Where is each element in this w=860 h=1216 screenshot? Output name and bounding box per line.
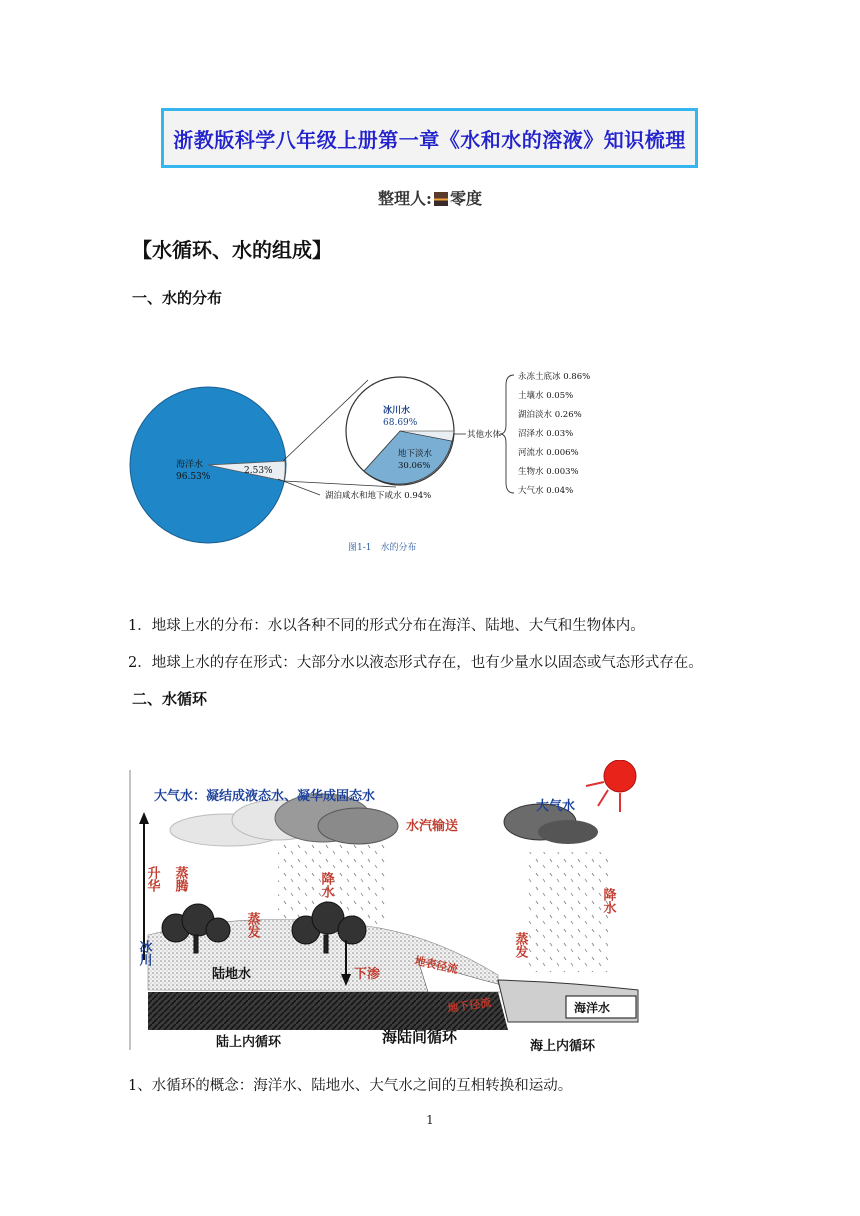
- land-water-label: 陆地水: [212, 967, 252, 982]
- land-cycle-label: 陆上内循环: [216, 1035, 282, 1050]
- other-water-list: [518, 371, 590, 496]
- document-title: 浙教版科学八年级上册第一章《水和水的溶液》知识梳理: [173, 127, 686, 152]
- precipitation-mid: 降水: [318, 872, 334, 898]
- small-slice-value: 2.53%: [244, 466, 273, 476]
- ice-value: 68.69%: [383, 418, 418, 428]
- other-water-item: 大气水 0.04%: [518, 486, 574, 496]
- groundwater-label: 地下淡水: [398, 449, 433, 459]
- part2-point-1: 1、水循环的概念：海洋水、陆地水、大气水之间的互相转换和运动。: [128, 1078, 573, 1094]
- saltwater-callout: 湖泊咸水和地下咸水 0.94%: [325, 491, 432, 501]
- sublimation-label: 升华: [144, 866, 160, 892]
- other-water-item: 河流水 0.006%: [518, 448, 579, 458]
- ice-label: 冰川水: [383, 406, 411, 416]
- page-number: 1: [426, 1113, 434, 1127]
- sea-cycle-label: 海上内循环: [530, 1039, 596, 1054]
- transpiration-label: 蒸腾: [172, 866, 188, 892]
- water-cycle-figure: [128, 760, 648, 1060]
- ocean-label: 海洋水: [176, 460, 204, 470]
- author-label: 整理人:: [378, 189, 432, 208]
- other-water-label: 其他水体: [467, 430, 502, 440]
- surface-runoff-label: 地表径流: [413, 954, 460, 977]
- other-water-item: 土壤水 0.05%: [518, 391, 574, 401]
- other-water-item: 湖泊淡水 0.26%: [518, 410, 582, 420]
- sunset-icon: [434, 192, 448, 206]
- section-heading: 【水循环、水的组成】: [132, 238, 332, 262]
- title-box: [161, 108, 698, 168]
- precipitation-right: 降水: [600, 888, 616, 914]
- part1-point-1: 1．地球上水的分布：水以各种不同的形式分布在海洋、陆地、大气和生物体内。: [128, 618, 645, 634]
- ocean-water-label: 海洋水: [574, 1001, 611, 1015]
- other-water-item: 沼泽水 0.03%: [518, 429, 574, 439]
- glacier-label: 冰川: [136, 940, 152, 966]
- part1-point-2: 2．地球上水的存在形式：大部分水以液态形式存在，也有少量水以固态或气态形式存在。: [128, 655, 703, 671]
- other-water-item: 永冻土底冰 0.86%: [518, 372, 591, 382]
- groundwater-value: 30.06%: [398, 461, 431, 471]
- sea-land-cycle-label: 海陆间循环: [382, 1028, 458, 1046]
- atmosphere-right: 大气水: [536, 799, 576, 814]
- atmosphere-caption: 大气水：凝结成液态水、凝华成固态水: [154, 789, 376, 804]
- other-water-item: 生物水 0.003%: [518, 467, 579, 477]
- evaporation-mid: 蒸发: [244, 912, 260, 938]
- vapor-transport: 水汽输送: [406, 819, 459, 834]
- underground-runoff-label: 地下径流: [446, 995, 492, 1015]
- author-name: 零度: [449, 189, 482, 208]
- part1-heading: 一、水的分布: [132, 289, 223, 307]
- water-distribution-figure: [128, 355, 608, 555]
- sun-icon: [586, 760, 636, 812]
- author-line: [0, 186, 860, 209]
- part2-heading: 二、水循环: [132, 690, 208, 708]
- evaporation-right: 蒸发: [512, 932, 528, 958]
- infiltration-label: 下渗: [354, 967, 381, 982]
- ocean-value: 96.53%: [176, 472, 211, 482]
- figure1-caption: 图1-1 水的分布: [348, 543, 417, 553]
